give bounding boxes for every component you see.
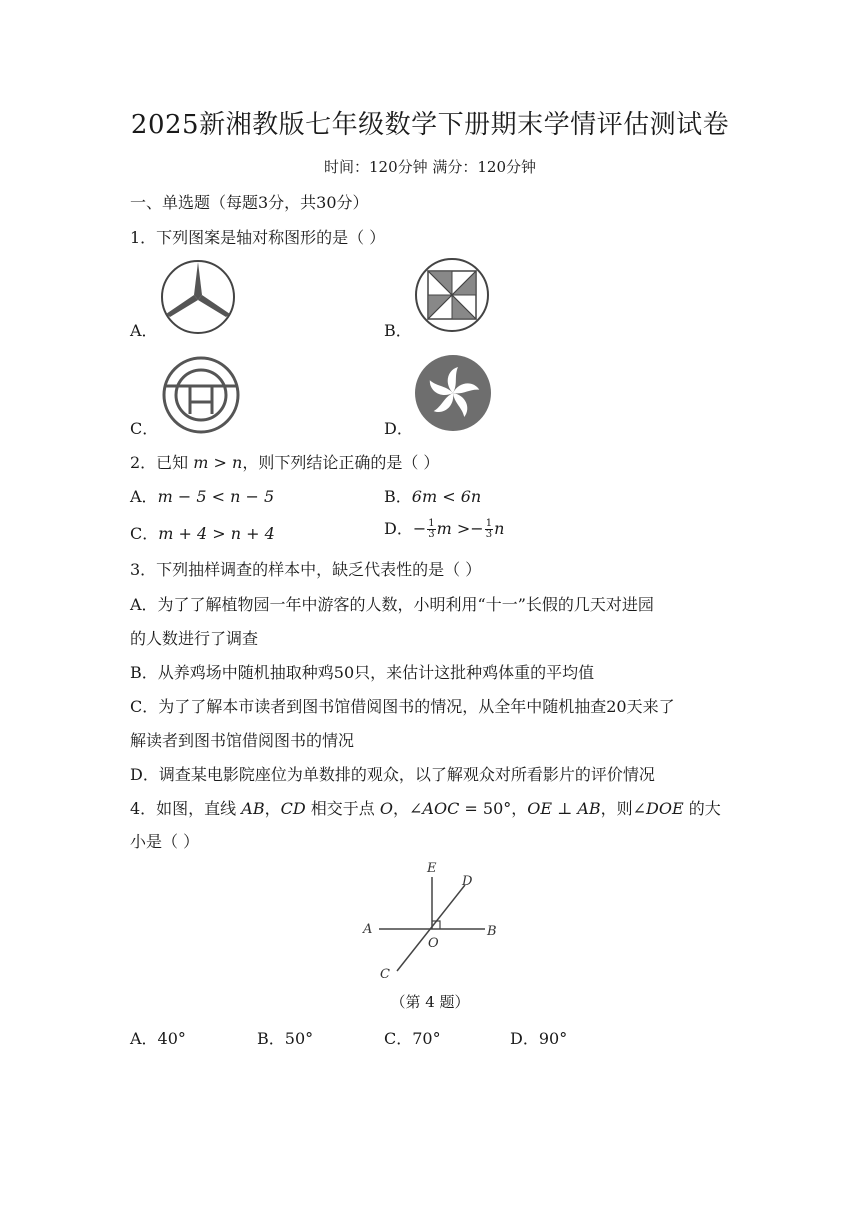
label-c: C — [380, 967, 390, 982]
q3-stem: 3．下列抽样调查的样本中，缺乏代表性的是（ ） — [130, 560, 482, 579]
q1-option-d-label: D． — [384, 419, 413, 438]
mercedes-star-icon — [160, 259, 236, 335]
q2-option-a: A．m − 5 < n − 5 — [130, 487, 275, 506]
exam-info: 时间：120分钟 满分：120分钟 — [323, 158, 537, 176]
q4-option-d: D．90° — [510, 1029, 568, 1048]
section-heading: 一、单选题（每题3分，共30分） — [130, 193, 369, 212]
label-e: E — [427, 861, 437, 876]
label-o: O — [428, 936, 439, 951]
q1-option-c-label: C． — [130, 419, 159, 438]
q1-stem: 1．下列图案是轴对称图形的是（ ） — [130, 228, 386, 247]
label-d: D — [462, 874, 473, 889]
label-b: B — [487, 924, 497, 939]
q2-stem: 2．已知 m > n，则下列结论正确的是（ ） — [130, 453, 440, 472]
q3-option-c-cont: 解读者到图书馆借阅图书的情况 — [130, 731, 355, 750]
fraction-one-third: $\frac{1}{3}$ — [428, 518, 435, 540]
q1-option-a-label: A． — [130, 321, 158, 340]
q4-stem-cont: 小是（ ） — [130, 832, 200, 851]
q3-option-c: C．为了了解本市读者到图书馆借阅图书的情况，从全年中随机抽查20天来了 — [130, 697, 675, 716]
q4-option-a: A．40° — [130, 1029, 186, 1048]
q2-option-d: D．− $\frac{1}{3}$ m >− $\frac{1}{3}$ n — [384, 518, 505, 540]
label-a: A — [363, 922, 373, 937]
rail-logo-icon — [162, 356, 240, 434]
q3-option-a: A．为了了解植物园一年中游客的人数，小明利用“十一”长假的几天对进园 — [130, 595, 654, 614]
q4-stem: 4．如图，直线 AB，CD 相交于点 O，∠AOC = 50°，OE ⊥ AB，则∠DOE 的大 — [130, 799, 721, 818]
q2-option-b: B．6m < 6n — [384, 487, 482, 506]
fraction-one-third: $\frac{1}{3}$ — [485, 518, 493, 540]
q4-geometry-figure — [355, 855, 510, 985]
q4-option-b: B．50° — [257, 1029, 314, 1048]
q2-option-c: C．m + 4 > n + 4 — [130, 524, 275, 543]
page-title: 2025新湘教版七年级数学下册期末学情评估测试卷 — [130, 110, 730, 140]
figure-caption: （第 4 题） — [390, 993, 470, 1011]
bauhinia-flower-icon — [414, 354, 492, 432]
q1-option-b-label: B． — [384, 321, 412, 340]
q3-option-a-cont: 的人数进行了调查 — [130, 629, 259, 648]
q3-option-d: D．调查某电影院座位为单数排的观众，以了解观众对所看影片的评价情况 — [130, 765, 655, 784]
q3-option-b: B．从养鸡场中随机抽取种鸡50只，来估计这批种鸡体重的平均值 — [130, 663, 595, 682]
q4-option-c: C．70° — [384, 1029, 441, 1048]
pinwheel-icon — [414, 257, 490, 333]
